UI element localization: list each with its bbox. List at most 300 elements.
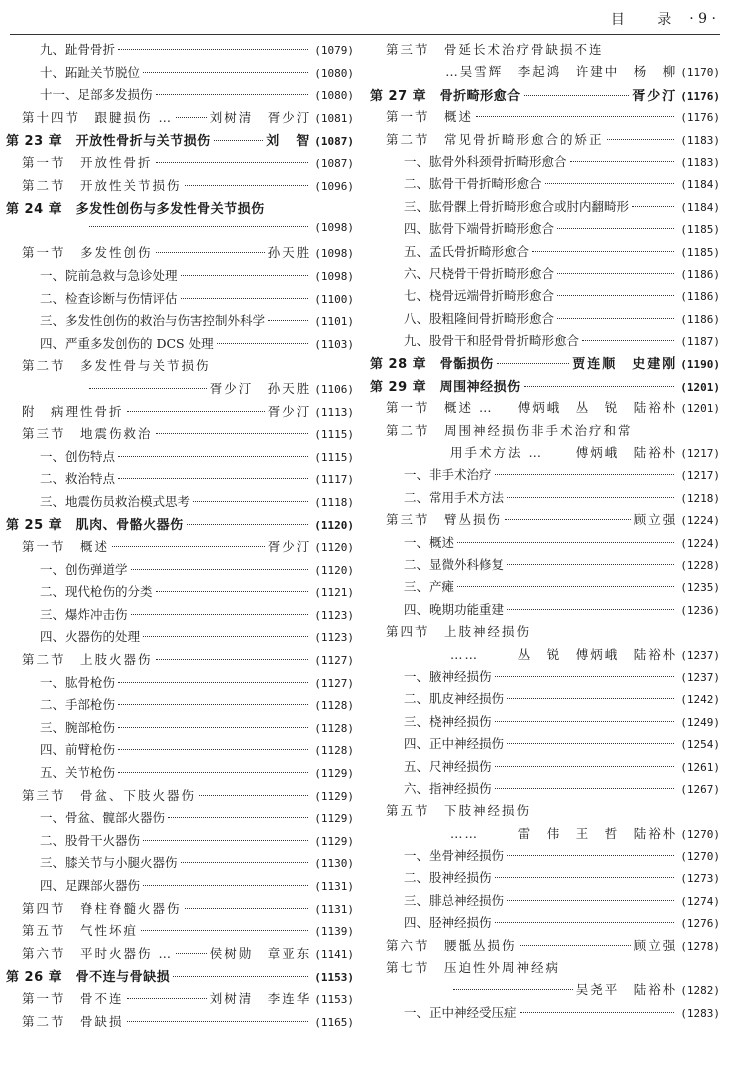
toc-item-row [370, 667, 720, 689]
toc-entry-author: 胥少汀 [267, 539, 312, 555]
toc-entry-title: 第一节 概述 … [386, 400, 494, 416]
toc-entry-page: (1129) [314, 812, 354, 826]
toc-item-row [6, 718, 354, 741]
toc-entry-page: (1123) [314, 631, 354, 645]
toc-entry-title: 一、概述 [404, 534, 455, 550]
dot-leader [143, 636, 308, 637]
dot-leader [173, 976, 308, 977]
toc-entry-title: 八、股粗隆间骨折畸形愈合 [404, 310, 555, 326]
toc-item-row [370, 174, 720, 196]
toc-item-row [6, 469, 354, 492]
toc-section-row [6, 650, 354, 673]
toc-entry-title: 五、关节枪伤 [40, 765, 116, 780]
toc-item-row [370, 286, 720, 308]
toc-entry-page: (1131) [314, 902, 354, 916]
toc-entry-title: 第四节 上肢神经损伤 [386, 624, 532, 640]
toc-entry-page: (1113) [314, 405, 354, 419]
toc-entry-title: 第一节 多发性创伤 [22, 245, 153, 261]
toc-entry-page: (1121) [314, 586, 354, 600]
dot-leader [156, 591, 309, 592]
toc-entry-title: 三、爆炸冲击伤 [40, 606, 128, 622]
dot-leader [118, 49, 308, 50]
toc-entry-page: (1187) [680, 335, 720, 349]
toc-item-row [370, 868, 720, 890]
dot-leader [156, 433, 309, 434]
toc-entry-page: (1098) [314, 220, 354, 234]
dot-leader [89, 388, 207, 389]
toc-entry-title: 三、桡神经损伤 [404, 713, 492, 729]
toc-entry-page: (1267) [680, 782, 720, 796]
dot-leader [118, 772, 308, 773]
toc-section-row [370, 958, 720, 980]
toc-entry-page: (1201) [680, 402, 720, 416]
toc-item-row [370, 1003, 720, 1025]
toc-item-row [6, 876, 354, 899]
toc-entry-page: (1176) [680, 111, 720, 125]
dot-leader [557, 228, 674, 229]
toc-item-row [370, 309, 720, 331]
toc-entry-title: 一、创伤特点 [40, 448, 116, 464]
dot-leader [495, 922, 675, 923]
dot-leader [143, 72, 308, 73]
toc-section-row [6, 537, 354, 560]
toc-entry-title: 第五节 气性坏疽 [22, 923, 139, 939]
dot-leader [520, 945, 631, 946]
toc-entry-page: (1176) [680, 89, 720, 103]
toc-entry-title: 九、趾骨骨折 [40, 42, 116, 57]
toc-entry-author: 刘树清 李连华 [209, 990, 312, 1006]
toc-entry-page: (1186) [680, 312, 720, 326]
toc-entry-title: 四、足踝部火器伤 [40, 877, 141, 893]
toc-item-row [6, 334, 354, 357]
toc-entry-page: (1218) [680, 491, 720, 505]
toc-entry-title: 第 29 章 周围神经损伤 [370, 379, 521, 395]
toc-entry-title: 第三节 骨盆、下肢火器伤 [22, 787, 197, 803]
dot-leader [217, 343, 309, 344]
dot-leader [557, 273, 674, 274]
toc-entry-title: 四、胫神经损伤 [404, 915, 492, 931]
toc-item-row [370, 779, 720, 801]
dot-leader [476, 116, 674, 117]
dot-leader [495, 766, 675, 767]
toc-entry-page: (1183) [680, 155, 720, 169]
toc-entry-title: 四、火器伤的处理 [40, 629, 141, 645]
toc-entry-title: 第一节 骨不连 [22, 990, 124, 1006]
dot-leader [453, 989, 573, 990]
dot-leader [199, 795, 308, 796]
toc-item-row [6, 63, 354, 86]
dot-leader [185, 908, 309, 909]
toc-item-row [6, 627, 354, 650]
toc-entry-title: 二、救治特点 [40, 471, 116, 487]
toc-section-row [6, 176, 354, 199]
toc-entry-title: 一、创伤弹道学 [40, 561, 128, 577]
dot-leader [557, 318, 674, 319]
dot-leader [118, 456, 308, 457]
dot-leader [118, 478, 308, 479]
toc-entry-title: 一、院前急救与急诊处理 [40, 267, 178, 283]
toc-item-row [370, 891, 720, 913]
toc-cont-row [370, 980, 720, 1002]
dot-leader [118, 727, 308, 728]
toc-entry-title: 第一节 开放性骨折 [22, 154, 153, 170]
toc-entry-page: (1153) [314, 992, 354, 1006]
toc-item-row [370, 533, 720, 555]
toc-entry-page: (1081) [314, 111, 354, 125]
toc-section-row [370, 107, 720, 129]
toc-item-row [370, 152, 720, 174]
toc-entry-page: (1130) [314, 857, 354, 871]
dot-leader [141, 930, 308, 931]
toc-entry-page: (1120) [314, 519, 354, 533]
toc-entry-page: (1283) [680, 1006, 720, 1020]
dot-leader [532, 251, 674, 252]
toc-entry-title: 第 25 章 肌肉、骨骼火器伤 [6, 518, 184, 534]
toc-entry-page: (1141) [314, 947, 354, 961]
dot-leader [127, 411, 265, 412]
toc-entry-title: 第 28 章 骨骺损伤 [370, 357, 494, 373]
dot-leader [176, 117, 207, 118]
toc-entry-title: 四、晚期功能重建 [404, 601, 505, 617]
toc-entry-title: 第六节 平时火器伤 … [22, 945, 173, 961]
dot-leader [507, 609, 674, 610]
toc-entry-title: 二、常用手术方法 [404, 489, 505, 505]
toc-item-row [370, 734, 720, 756]
toc-entry-title: 四、前臂枪伤 [40, 742, 116, 758]
toc-entry-title: 第 26 章 骨不连与骨缺损 [6, 970, 171, 986]
toc-cont-row [370, 824, 720, 846]
dot-leader [118, 704, 308, 705]
toc-entry-author: 侯树勋 章亚东 [209, 945, 312, 961]
toc-entry-page: (1224) [680, 514, 720, 528]
toc-entry-page: (1129) [314, 789, 354, 803]
dot-leader [143, 840, 308, 841]
toc-item-row [370, 219, 720, 241]
toc-entry-page: (1098) [314, 247, 354, 261]
toc-entry-title: … [445, 64, 460, 80]
toc-entry-title: 一、坐骨神经损伤 [404, 848, 505, 864]
toc-item-row [6, 740, 354, 763]
toc-entry-page: (1237) [680, 648, 720, 662]
toc-entry-title: 二、肌皮神经损伤 [404, 691, 505, 707]
page-header [611, 6, 716, 32]
toc-entry-page: (1127) [314, 654, 354, 668]
toc-entry-page: (1273) [680, 872, 720, 886]
toc-entry-title: 一、骨盆、髋部火器伤 [40, 810, 166, 826]
toc-entry-page: (1101) [314, 315, 354, 329]
toc-entry-page: (1190) [680, 358, 720, 372]
dot-leader [524, 95, 630, 96]
toc-entry-page: (1201) [680, 380, 720, 394]
toc-entry-page: (1098) [314, 269, 354, 283]
toc-entry-title: 二、检查诊断与伤情评估 [40, 290, 178, 306]
toc-entry-author: 傅炳峨 丛 锐 陆裕朴 [517, 400, 678, 416]
toc-entry-page: (1131) [314, 879, 354, 893]
toc-entry-page: (1096) [314, 179, 354, 193]
toc-chapter-row [370, 376, 720, 398]
header-page-number: · 9 · [689, 11, 716, 27]
dot-leader [112, 546, 265, 547]
toc-section-row [6, 402, 354, 425]
toc-section-row [370, 936, 720, 958]
dot-leader [495, 877, 675, 878]
toc-chapter-row [370, 353, 720, 375]
toc-item-row [6, 673, 354, 696]
toc-entry-page: (1153) [314, 971, 354, 985]
toc-section-row [370, 130, 720, 152]
toc-section-row [370, 801, 720, 823]
dot-leader [156, 659, 309, 660]
toc-column-right [370, 40, 720, 1025]
toc-item-row [6, 695, 354, 718]
toc-entry-title: 一、肱骨外科颈骨折畸形愈合 [404, 153, 567, 169]
toc-entry-page: (1100) [314, 292, 354, 306]
toc-entry-title: 第三节 地震伤救治 [22, 426, 153, 442]
toc-entry-page: (1236) [680, 603, 720, 617]
toc-item-row [6, 763, 354, 786]
toc-entry-author: 贾连顺 史建刚 [572, 357, 678, 373]
toc-entry-page: (1087) [314, 135, 354, 149]
dot-leader [607, 139, 675, 140]
dot-leader [118, 749, 308, 750]
toc-entry-title: …… [450, 646, 479, 662]
toc-entry-title: 九、股骨干和胫骨骨折畸形愈合 [404, 333, 580, 349]
toc-entry-page: (1183) [680, 133, 720, 147]
toc-entry-page: (1184) [680, 200, 720, 214]
toc-entry-author: 胥少汀 [267, 403, 312, 419]
toc-item-row [6, 447, 354, 470]
toc-entry-author: 吴尧平 陆裕朴 [575, 982, 678, 998]
toc-entry-title: …… [450, 825, 479, 841]
dot-leader [582, 340, 674, 341]
dot-leader [143, 885, 308, 886]
toc-item-row [370, 465, 720, 487]
toc-entry-title: 一、正中神经受压症 [404, 1004, 517, 1020]
toc-entry-page: (1254) [680, 738, 720, 752]
toc-entry-title: 一、肱骨枪伤 [40, 674, 116, 690]
toc-entry-page: (1217) [680, 447, 720, 461]
toc-item-row [6, 582, 354, 605]
toc-entry-title: 二、现代枪伤的分类 [40, 584, 153, 600]
toc-entry-page: (1103) [314, 337, 354, 351]
toc-entry-title: 五、尺神经损伤 [404, 758, 492, 774]
toc-section-row [6, 786, 354, 809]
toc-item-row [370, 331, 720, 353]
toc-entry-author: 刘 智 [266, 134, 312, 150]
toc-entry-page: (1165) [314, 1015, 354, 1029]
toc-section-row [6, 108, 354, 131]
dot-leader [181, 862, 309, 863]
dot-leader [632, 206, 674, 207]
toc-entry-title: 三、腕部枪伤 [40, 719, 116, 735]
toc-entry-author: 孙天胜 [267, 245, 312, 261]
toc-section-row [6, 243, 354, 266]
toc-entry-title: 第一节 概述 [22, 539, 110, 555]
toc-entry-title: 三、腓总神经损伤 [404, 892, 505, 908]
toc-entry-author: 吴雪辉 李起鸿 许建中 杨 柳 [459, 64, 678, 80]
toc-section-row [370, 40, 720, 62]
toc-item-row [6, 853, 354, 876]
toc-section-row [370, 398, 720, 420]
toc-item-row [370, 846, 720, 868]
toc-entry-title: 六、尺桡骨干骨折畸形愈合 [404, 265, 555, 281]
toc-entry-title: 三、多发性创伤的救治与伤害控制外科学 [40, 313, 266, 329]
toc-cont-row [6, 379, 354, 402]
toc-entry-title: 第二节 常见骨折畸形愈合的矫正 [386, 131, 604, 147]
toc-entry-page: (1237) [680, 670, 720, 684]
toc-entry-title: 第七节 压迫性外周神经病 [386, 960, 561, 976]
dot-leader [495, 788, 675, 789]
toc-entry-page: (1115) [314, 428, 354, 442]
toc-item-row [6, 85, 354, 108]
toc-entry-author: 顾立强 [633, 512, 678, 528]
toc-entry-page: (1217) [680, 469, 720, 483]
toc-entry-page: (1123) [314, 608, 354, 622]
toc-entry-page: (1127) [314, 676, 354, 690]
toc-entry-page: (1128) [314, 744, 354, 758]
toc-entry-page: (1115) [314, 450, 354, 464]
toc-section-row [370, 510, 720, 532]
toc-entry-title: 二、手部枪伤 [40, 697, 116, 713]
toc-item-row [370, 712, 720, 734]
toc-entry-page: (1224) [680, 536, 720, 550]
toc-item-row [6, 311, 354, 334]
toc-entry-author: 胥少汀 [632, 88, 678, 104]
toc-item-row [6, 808, 354, 831]
dot-leader [557, 295, 674, 296]
toc-entry-title: 十、跖趾关节脱位 [40, 64, 141, 80]
dot-leader [214, 140, 264, 141]
toc-chapter-row [6, 198, 354, 221]
toc-entry-page: (1079) [314, 44, 354, 57]
dot-leader [495, 474, 675, 475]
dot-leader [495, 721, 675, 722]
toc-entry-author: 顾立强 [633, 937, 678, 953]
toc-entry-title: 四、严重多发创伤的 DCS 处理 [40, 335, 214, 351]
toc-entry-title: 用手术方法 … [450, 445, 543, 461]
toc-entry-title: 第 27 章 骨折畸形愈合 [370, 88, 521, 104]
toc-entry-title: 二、股神经损伤 [404, 870, 492, 886]
toc-chapter-row [6, 514, 354, 537]
toc-entry-page: (1270) [680, 827, 720, 841]
toc-section-row [6, 356, 354, 379]
header-rule [10, 34, 720, 35]
dot-leader [176, 953, 207, 954]
toc-entry-title: 第二节 上肢火器伤 [22, 652, 153, 668]
toc-item-row [370, 555, 720, 577]
dot-leader [505, 519, 631, 520]
toc-chapter-row [6, 130, 354, 153]
toc-entry-title: 十一、足部多发损伤 [40, 87, 153, 103]
toc-item-row [370, 689, 720, 711]
header-title: 目 录 [610, 12, 686, 28]
dot-leader [545, 183, 675, 184]
toc-entry-page: (1128) [314, 721, 354, 735]
toc-entry-title: 第三节 臂丛损伤 [386, 512, 503, 528]
toc-cont-row [6, 221, 354, 244]
toc-entry-page: (1270) [680, 850, 720, 864]
dot-leader [507, 743, 674, 744]
toc-entry-title: 五、孟氏骨折畸形愈合 [404, 243, 530, 259]
toc-entry-page: (1184) [680, 178, 720, 192]
toc-entry-page: (1080) [314, 89, 354, 103]
dot-leader [193, 501, 308, 502]
toc-entry-page: (1185) [680, 223, 720, 237]
toc-entry-page: (1129) [314, 767, 354, 780]
toc-entry-page: (1087) [314, 156, 354, 170]
toc-entry-title: 三、地震伤员救治模式思考 [40, 493, 191, 509]
toc-entry-page: (1249) [680, 715, 720, 729]
toc-entry-title: 第四节 脊柱脊髓火器伤 [22, 900, 182, 916]
toc-entry-page: (1120) [314, 563, 354, 577]
toc-item-row [6, 289, 354, 312]
toc-entry-page: (1186) [680, 267, 720, 281]
toc-item-row [6, 40, 354, 63]
toc-section-row [370, 622, 720, 644]
toc-entry-page: (1235) [680, 581, 720, 595]
toc-entry-page: (1139) [314, 925, 354, 939]
toc-entry-title: 第六节 腰骶丛损伤 [386, 937, 517, 953]
toc-cont-row [370, 645, 720, 667]
toc-entry-title: 第一节 概述 [386, 109, 474, 125]
toc-item-row [370, 197, 720, 219]
toc-section-row [6, 1012, 354, 1035]
toc-entry-page: (1274) [680, 894, 720, 908]
toc-entry-title: 第 23 章 开放性骨折与关节损伤 [6, 134, 211, 150]
toc-section-row [6, 899, 354, 922]
dot-leader [507, 564, 674, 565]
dot-leader [185, 185, 309, 186]
toc-item-row [370, 757, 720, 779]
toc-section-row [6, 989, 354, 1012]
dot-leader [156, 94, 309, 95]
toc-entry-title: 四、肱骨下端骨折畸形愈合 [404, 221, 555, 237]
toc-chapter-row [370, 85, 720, 107]
dot-leader [268, 320, 308, 321]
dot-leader [520, 1012, 675, 1013]
toc-entry-author: 傅炳峨 陆裕朴 [575, 445, 678, 461]
dot-leader [507, 698, 674, 699]
dot-leader [127, 1021, 309, 1022]
toc-section-row [6, 921, 354, 944]
toc-entry-title: 第三节 骨延长术治疗骨缺损不连 [386, 42, 604, 57]
toc-item-row [6, 560, 354, 583]
dot-leader [495, 676, 675, 677]
toc-entry-title: 六、指神经损伤 [404, 780, 492, 796]
toc-entry-page: (1185) [680, 245, 720, 259]
dot-leader [131, 614, 309, 615]
toc-item-row [6, 266, 354, 289]
dot-leader [181, 298, 309, 299]
toc-entry-author: 雷 伟 王 哲 陆裕朴 [517, 825, 678, 841]
toc-entry-page: (1170) [680, 66, 720, 80]
toc-entry-page: (1282) [680, 984, 720, 998]
toc-item-row [370, 264, 720, 286]
dot-leader [570, 161, 675, 162]
dot-leader [156, 252, 265, 253]
toc-entry-title: 第 24 章 多发性创伤与多发性骨关节损伤 [6, 202, 265, 218]
toc-chapter-row [6, 966, 354, 989]
toc-entry-title: 第二节 周围神经损伤非手术治疗和常 [386, 422, 633, 438]
dot-leader [181, 275, 309, 276]
toc-entry-page: (1106) [314, 382, 354, 396]
toc-entry-title: 二、股骨干火器伤 [40, 832, 141, 848]
toc-entry-page: (1080) [314, 66, 354, 80]
toc-entry-title: 第二节 骨缺损 [22, 1013, 124, 1029]
dot-leader [127, 998, 207, 999]
toc-entry-page: (1186) [680, 290, 720, 304]
toc-entry-title: 四、正中神经损伤 [404, 736, 505, 752]
